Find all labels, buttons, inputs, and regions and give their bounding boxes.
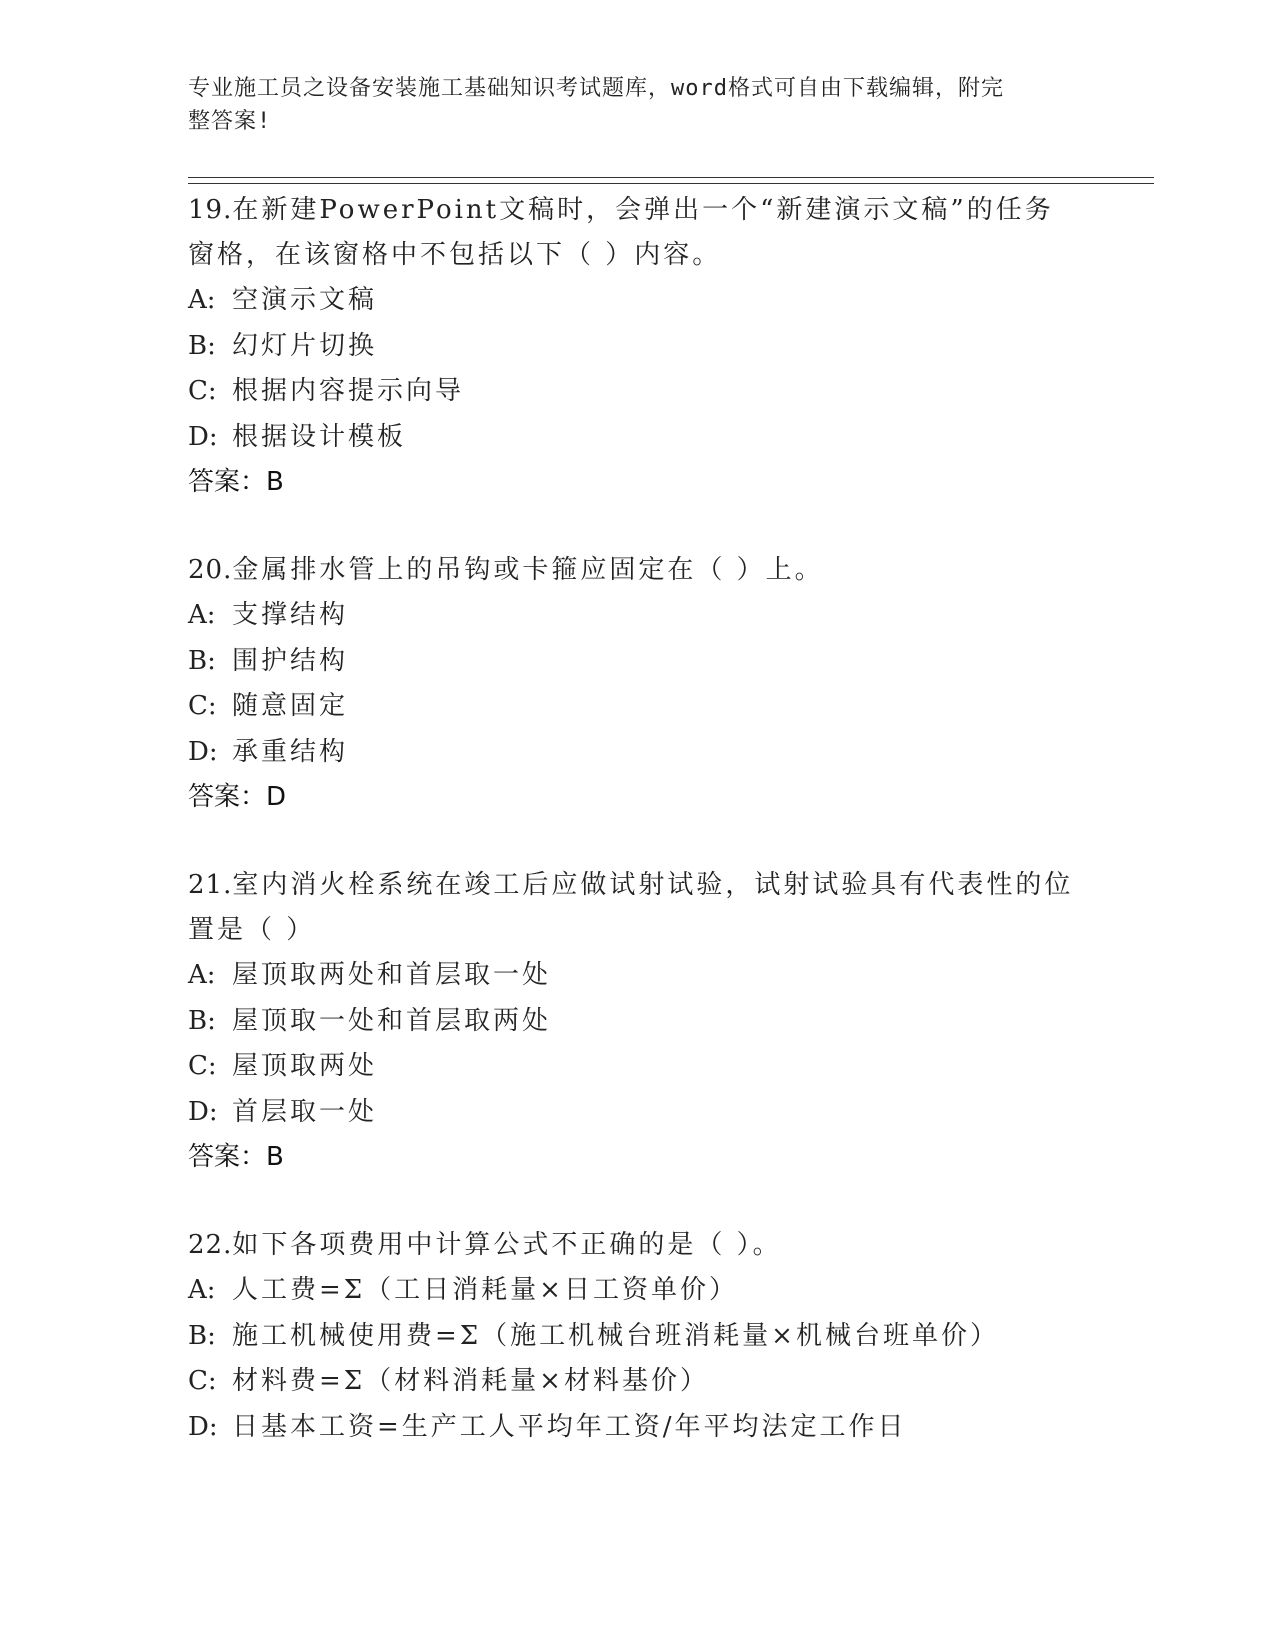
option-text: 首层取一处 <box>232 1096 378 1127</box>
question-stem-line-1: 室内消火栓系统在竣工后应做试射试验，试射试验具有代表性的位 <box>232 870 1074 900</box>
option-letter: B: <box>188 1005 216 1036</box>
option-d <box>188 1090 1088 1136</box>
option-b <box>188 324 1088 370</box>
option-letter: C: <box>188 1366 217 1396</box>
question-stem-line-2: 窗格，在该窗格中不包括以下（ ）内容。 <box>188 240 722 270</box>
answer-text: 答案：B <box>188 467 284 497</box>
question-list <box>188 188 1088 1493</box>
option-d <box>188 1405 1088 1451</box>
option-letter: A: <box>188 600 216 630</box>
option-text: 围护结构 <box>232 645 349 676</box>
option-text: 支撑结构 <box>232 600 349 630</box>
header-divider-top <box>188 177 1154 178</box>
option-a <box>188 278 1088 324</box>
option-letter: D: <box>188 736 218 767</box>
question-stem <box>188 1223 1088 1268</box>
option-letter: A: <box>188 1275 216 1305</box>
option-c <box>188 1359 1088 1405</box>
option-letter: A: <box>188 285 216 315</box>
option-letter: C: <box>188 376 217 406</box>
option-a <box>188 953 1088 999</box>
option-letter: B: <box>188 1320 216 1351</box>
header-divider-bottom <box>188 183 1154 184</box>
answer-text: 答案：B <box>188 1142 284 1172</box>
option-c <box>188 369 1088 415</box>
option-d <box>188 415 1088 461</box>
option-text: 屋顶取两处 <box>232 1051 378 1081</box>
option-d <box>188 730 1088 776</box>
option-text: 屋顶取一处和首层取两处 <box>232 1005 552 1036</box>
option-text: 随意固定 <box>232 691 349 721</box>
option-text: 空演示文稿 <box>232 285 378 315</box>
page-header <box>188 72 1068 138</box>
option-letter: D: <box>188 421 218 452</box>
question-number: 22. <box>188 1230 233 1260</box>
option-c <box>188 1044 1088 1090</box>
option-a <box>188 593 1088 639</box>
option-text: 根据内容提示向导 <box>232 376 465 406</box>
question-19 <box>188 188 1088 505</box>
header-line-1: 专业施工员之设备安装施工基础知识考试题库，word格式可自由下载编辑，附完 <box>188 76 1004 101</box>
option-text: 根据设计模板 <box>232 421 407 452</box>
option-a <box>188 1268 1088 1314</box>
option-letter: B: <box>188 645 216 676</box>
question-stem <box>188 188 1088 233</box>
question-stem-line-1: 金属排水管上的吊钩或卡箍应固定在（ ）上。 <box>232 555 824 585</box>
question-stem-line-2: 置是（ ） <box>188 915 316 945</box>
option-letter: B: <box>188 330 216 361</box>
option-letter: D: <box>188 1411 218 1442</box>
option-text: 屋顶取两处和首层取一处 <box>232 960 552 990</box>
option-b <box>188 999 1088 1045</box>
question-number: 20. <box>188 555 233 585</box>
question-number: 21. <box>188 870 233 900</box>
option-letter: D: <box>188 1096 218 1127</box>
option-text: 日基本工资=生产工人平均年工资/年平均法定工作日 <box>232 1411 907 1442</box>
option-text: 幻灯片切换 <box>232 330 378 361</box>
option-text: 施工机械使用费=Σ（施工机械台班消耗量×机械台班单价） <box>232 1320 999 1351</box>
option-b <box>188 639 1088 685</box>
question-stem <box>188 863 1088 908</box>
option-b <box>188 1314 1088 1360</box>
option-letter: C: <box>188 691 217 721</box>
question-stem-line-1: 如下各项费用中计算公式不正确的是（ ）。 <box>232 1230 782 1260</box>
option-text: 人工费=Σ（工日消耗量×日工资单价） <box>232 1275 738 1305</box>
question-20 <box>188 548 1088 820</box>
option-text: 承重结构 <box>232 736 349 767</box>
header-line-2: 整答案! <box>188 109 272 134</box>
question-22 <box>188 1223 1088 1450</box>
question-stem-line-1: 在新建PowerPoint文稿时，会弹出一个“新建演示文稿”的任务 <box>232 195 1054 225</box>
option-letter: A: <box>188 960 216 990</box>
question-21 <box>188 863 1088 1180</box>
answer-text: 答案：D <box>188 782 287 812</box>
option-text: 材料费=Σ（材料消耗量×材料基价） <box>232 1366 709 1396</box>
question-stem <box>188 548 1088 593</box>
question-number: 19. <box>188 195 233 225</box>
option-c <box>188 684 1088 730</box>
option-letter: C: <box>188 1051 217 1081</box>
